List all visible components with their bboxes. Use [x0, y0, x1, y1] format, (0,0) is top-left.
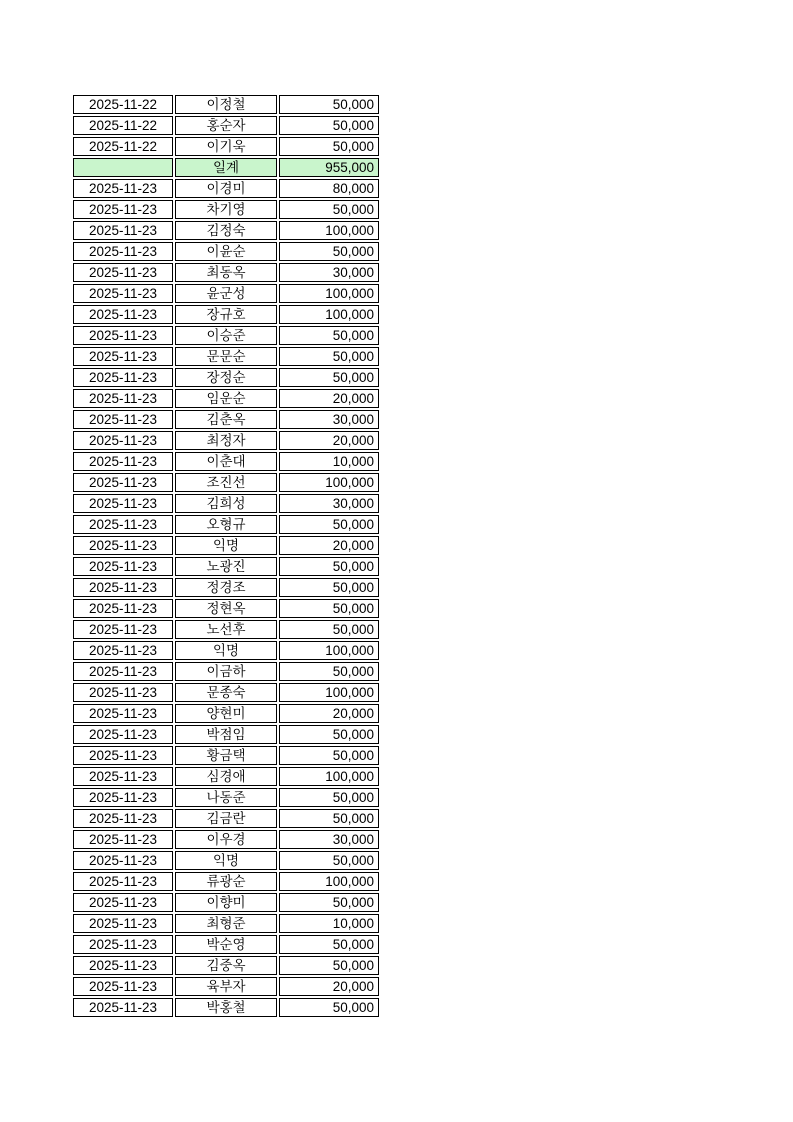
table-row — [73, 725, 379, 744]
table-row — [73, 641, 379, 660]
date-cell: 2025-11-23 — [73, 326, 173, 345]
date-cell: 2025-11-23 — [73, 956, 173, 975]
name-cell: 최동옥 — [175, 263, 277, 282]
name-cell: 이우경 — [175, 830, 277, 849]
table-row — [73, 536, 379, 555]
amount-cell: 955,000 — [279, 158, 379, 177]
amount-cell: 100,000 — [279, 473, 379, 492]
table-row — [73, 221, 379, 240]
date-cell: 2025-11-23 — [73, 389, 173, 408]
name-cell: 박홍철 — [175, 998, 277, 1017]
date-cell: 2025-11-23 — [73, 431, 173, 450]
name-cell: 김정숙 — [175, 221, 277, 240]
date-cell: 2025-11-23 — [73, 578, 173, 597]
amount-cell: 30,000 — [279, 410, 379, 429]
date-cell: 2025-11-23 — [73, 179, 173, 198]
amount-cell: 100,000 — [279, 221, 379, 240]
name-cell: 나동준 — [175, 788, 277, 807]
name-cell: 이향미 — [175, 893, 277, 912]
table-row — [73, 620, 379, 639]
amount-cell: 50,000 — [279, 515, 379, 534]
amount-cell: 50,000 — [279, 746, 379, 765]
table-row — [73, 431, 379, 450]
name-cell: 노선후 — [175, 620, 277, 639]
date-cell: 2025-11-23 — [73, 641, 173, 660]
amount-cell: 20,000 — [279, 389, 379, 408]
date-cell: 2025-11-22 — [73, 137, 173, 156]
amount-cell: 50,000 — [279, 116, 379, 135]
amount-cell: 50,000 — [279, 893, 379, 912]
table-row — [73, 137, 379, 156]
name-cell: 최형준 — [175, 914, 277, 933]
amount-cell: 50,000 — [279, 368, 379, 387]
name-cell: 장정순 — [175, 368, 277, 387]
table-row — [73, 389, 379, 408]
amount-cell: 30,000 — [279, 494, 379, 513]
name-cell: 이금하 — [175, 662, 277, 681]
amount-cell: 10,000 — [279, 914, 379, 933]
date-cell: 2025-11-23 — [73, 977, 173, 996]
date-cell: 2025-11-23 — [73, 746, 173, 765]
name-cell: 김춘옥 — [175, 410, 277, 429]
name-cell: 윤군성 — [175, 284, 277, 303]
name-cell: 문종숙 — [175, 683, 277, 702]
table-row — [73, 95, 379, 114]
date-cell: 2025-11-23 — [73, 200, 173, 219]
table-row — [73, 494, 379, 513]
date-cell — [73, 158, 173, 177]
table-row — [73, 998, 379, 1017]
date-cell: 2025-11-23 — [73, 305, 173, 324]
amount-cell: 100,000 — [279, 641, 379, 660]
name-cell: 차기영 — [175, 200, 277, 219]
date-cell: 2025-11-23 — [73, 599, 173, 618]
name-cell: 정현옥 — [175, 599, 277, 618]
name-cell: 이기욱 — [175, 137, 277, 156]
table-row — [73, 662, 379, 681]
date-cell: 2025-11-23 — [73, 725, 173, 744]
table-row — [73, 872, 379, 891]
name-cell: 박순영 — [175, 935, 277, 954]
name-cell: 임운순 — [175, 389, 277, 408]
amount-cell: 50,000 — [279, 137, 379, 156]
amount-cell: 50,000 — [279, 998, 379, 1017]
name-cell: 오형규 — [175, 515, 277, 534]
table-row — [73, 893, 379, 912]
ledger-table-body — [73, 95, 379, 1017]
donation-ledger-table — [71, 93, 381, 1019]
amount-cell: 50,000 — [279, 809, 379, 828]
name-cell: 김희성 — [175, 494, 277, 513]
table-row — [73, 179, 379, 198]
name-cell: 박점임 — [175, 725, 277, 744]
date-cell: 2025-11-23 — [73, 788, 173, 807]
date-cell: 2025-11-23 — [73, 662, 173, 681]
name-cell: 일계 — [175, 158, 277, 177]
amount-cell: 30,000 — [279, 263, 379, 282]
amount-cell: 50,000 — [279, 557, 379, 576]
amount-cell: 50,000 — [279, 662, 379, 681]
table-row — [73, 935, 379, 954]
date-cell: 2025-11-23 — [73, 452, 173, 471]
name-cell: 심경애 — [175, 767, 277, 786]
amount-cell: 20,000 — [279, 431, 379, 450]
table-row — [73, 704, 379, 723]
name-cell: 조진선 — [175, 473, 277, 492]
table-row — [73, 410, 379, 429]
daily-total-row — [73, 158, 379, 177]
date-cell: 2025-11-23 — [73, 284, 173, 303]
table-row — [73, 305, 379, 324]
table-row — [73, 977, 379, 996]
table-row — [73, 116, 379, 135]
name-cell: 익명 — [175, 641, 277, 660]
amount-cell: 50,000 — [279, 326, 379, 345]
table-row — [73, 326, 379, 345]
table-row — [73, 914, 379, 933]
date-cell: 2025-11-22 — [73, 116, 173, 135]
amount-cell: 50,000 — [279, 242, 379, 261]
amount-cell: 100,000 — [279, 284, 379, 303]
table-row — [73, 452, 379, 471]
table-row — [73, 851, 379, 870]
date-cell: 2025-11-23 — [73, 872, 173, 891]
name-cell: 김금란 — [175, 809, 277, 828]
date-cell: 2025-11-23 — [73, 368, 173, 387]
name-cell: 이정철 — [175, 95, 277, 114]
date-cell: 2025-11-23 — [73, 242, 173, 261]
amount-cell: 50,000 — [279, 851, 379, 870]
name-cell: 이춘대 — [175, 452, 277, 471]
date-cell: 2025-11-23 — [73, 557, 173, 576]
amount-cell: 50,000 — [279, 788, 379, 807]
date-cell: 2025-11-23 — [73, 263, 173, 282]
amount-cell: 50,000 — [279, 599, 379, 618]
table-row — [73, 473, 379, 492]
table-row — [73, 200, 379, 219]
name-cell: 노광진 — [175, 557, 277, 576]
table-row — [73, 347, 379, 366]
amount-cell: 80,000 — [279, 179, 379, 198]
table-row — [73, 557, 379, 576]
name-cell: 김중옥 — [175, 956, 277, 975]
date-cell: 2025-11-23 — [73, 221, 173, 240]
amount-cell: 100,000 — [279, 872, 379, 891]
name-cell: 양현미 — [175, 704, 277, 723]
date-cell: 2025-11-23 — [73, 515, 173, 534]
date-cell: 2025-11-23 — [73, 536, 173, 555]
date-cell: 2025-11-23 — [73, 914, 173, 933]
name-cell: 익명 — [175, 851, 277, 870]
date-cell: 2025-11-23 — [73, 683, 173, 702]
name-cell: 홍순자 — [175, 116, 277, 135]
amount-cell: 100,000 — [279, 683, 379, 702]
amount-cell: 50,000 — [279, 578, 379, 597]
amount-cell: 50,000 — [279, 620, 379, 639]
amount-cell: 100,000 — [279, 305, 379, 324]
name-cell: 최정자 — [175, 431, 277, 450]
table-row — [73, 242, 379, 261]
amount-cell: 100,000 — [279, 767, 379, 786]
table-row — [73, 746, 379, 765]
table-row — [73, 809, 379, 828]
table-row — [73, 578, 379, 597]
date-cell: 2025-11-23 — [73, 998, 173, 1017]
name-cell: 황금택 — [175, 746, 277, 765]
name-cell: 류광순 — [175, 872, 277, 891]
amount-cell: 10,000 — [279, 452, 379, 471]
name-cell: 이윤순 — [175, 242, 277, 261]
table-row — [73, 263, 379, 282]
name-cell: 문문순 — [175, 347, 277, 366]
date-cell: 2025-11-23 — [73, 851, 173, 870]
date-cell: 2025-11-23 — [73, 620, 173, 639]
date-cell: 2025-11-23 — [73, 347, 173, 366]
name-cell: 익명 — [175, 536, 277, 555]
amount-cell: 30,000 — [279, 830, 379, 849]
date-cell: 2025-11-22 — [73, 95, 173, 114]
name-cell: 장규호 — [175, 305, 277, 324]
table-row — [73, 368, 379, 387]
date-cell: 2025-11-23 — [73, 494, 173, 513]
date-cell: 2025-11-23 — [73, 893, 173, 912]
name-cell: 정경조 — [175, 578, 277, 597]
amount-cell: 50,000 — [279, 956, 379, 975]
amount-cell: 20,000 — [279, 536, 379, 555]
table-row — [73, 788, 379, 807]
amount-cell: 50,000 — [279, 347, 379, 366]
date-cell: 2025-11-23 — [73, 410, 173, 429]
date-cell: 2025-11-23 — [73, 935, 173, 954]
name-cell: 이승준 — [175, 326, 277, 345]
table-row — [73, 956, 379, 975]
date-cell: 2025-11-23 — [73, 704, 173, 723]
table-row — [73, 284, 379, 303]
table-row — [73, 683, 379, 702]
amount-cell: 50,000 — [279, 935, 379, 954]
table-row — [73, 515, 379, 534]
table-row — [73, 830, 379, 849]
amount-cell: 50,000 — [279, 200, 379, 219]
amount-cell: 50,000 — [279, 95, 379, 114]
date-cell: 2025-11-23 — [73, 830, 173, 849]
amount-cell: 20,000 — [279, 977, 379, 996]
table-row — [73, 599, 379, 618]
date-cell: 2025-11-23 — [73, 767, 173, 786]
name-cell: 육부자 — [175, 977, 277, 996]
amount-cell: 50,000 — [279, 725, 379, 744]
date-cell: 2025-11-23 — [73, 473, 173, 492]
amount-cell: 20,000 — [279, 704, 379, 723]
table-row — [73, 767, 379, 786]
date-cell: 2025-11-23 — [73, 809, 173, 828]
name-cell: 이경미 — [175, 179, 277, 198]
